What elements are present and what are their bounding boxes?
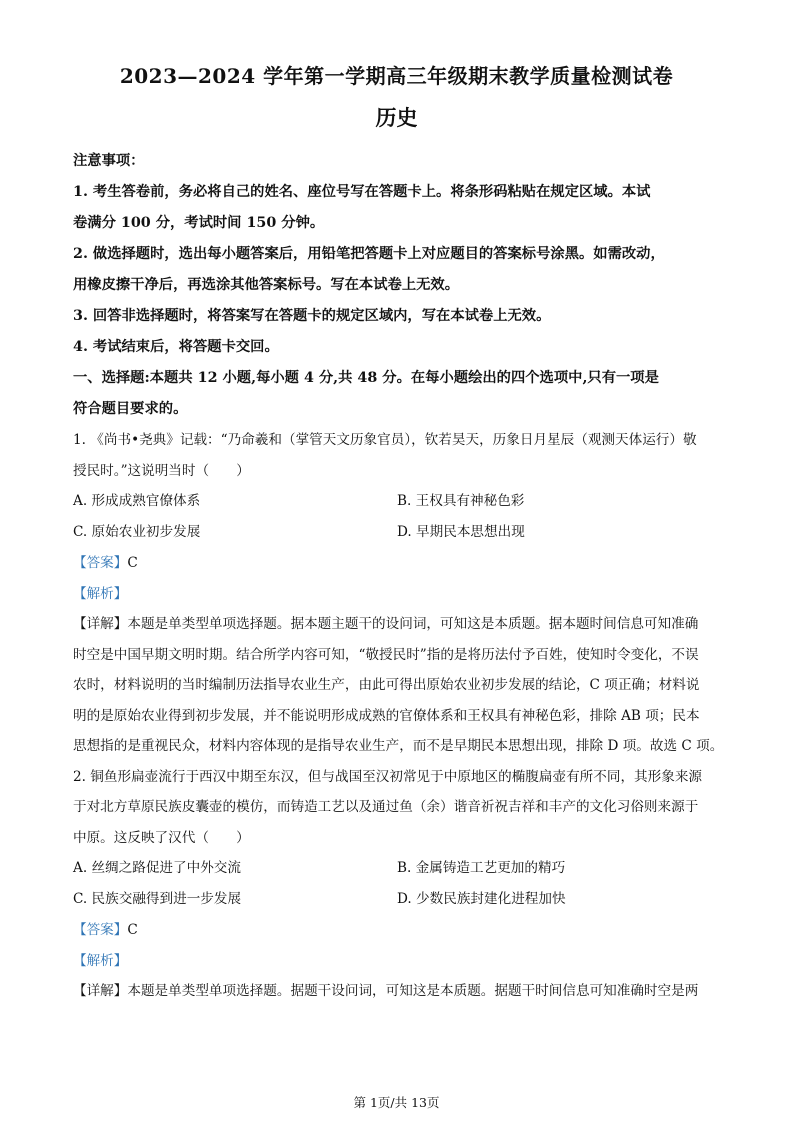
notice-line: 3. 回答非选择题时，将答案写在答题卡的规定区域内，写在本试卷上无效。	[73, 308, 551, 324]
question-1	[73, 425, 723, 762]
question-stem: 1. 《尚书•尧典》记载：“乃命羲和（掌管天文历象官员），钦若昊天，历象日月星辰（观测天体运行）敬	[73, 432, 697, 448]
answer-value: C	[127, 922, 138, 938]
detail-line: 思想指的是重视民众，材料内容体现的是指导农业生产，而不是早期民本思想出现，排除 D 项。故选 C 项。	[73, 738, 724, 754]
answer-label: 【答案】	[73, 555, 128, 571]
option-a: A. 形成成熟官僚体系	[73, 493, 201, 509]
options-row	[73, 853, 723, 884]
notice-heading: 注意事项：	[73, 153, 145, 169]
question-2	[73, 762, 723, 1007]
section-line: 一、选择题:本题共 12 小题,每小题 4 分,共 48 分。在每小题绘出的四个选项中,只有一项是	[73, 370, 659, 386]
option-b: B. 王权具有神秘色彩	[397, 493, 525, 509]
page-content	[73, 146, 723, 1007]
analysis-label: 【解析】	[73, 585, 128, 602]
section-heading	[73, 363, 723, 425]
option-d: D. 早期民本思想出现	[397, 524, 525, 540]
option-d: D. 少数民族封建化进程加快	[397, 891, 566, 907]
options-row	[73, 486, 723, 517]
detail-line: 时空是中国早期文明时期。结合所学内容可知，“敬授民时”指的是将历法付予百姓，使知时令变化，不误	[73, 646, 699, 663]
notice-line: 1. 考生答卷前，务必将自己的姓名、座位号写在答题卡上。将条形码粘贴在规定区域。本试	[73, 184, 651, 200]
notice-line: 用橡皮擦干净后，再选涂其他答案标号。写在本试卷上无效。	[73, 277, 460, 293]
answer-label: 【答案】	[73, 922, 128, 938]
page-number: 第 1页/共 13页	[353, 1095, 440, 1110]
notice-line: 4. 考试结束后，将答题卡交回。	[73, 339, 279, 355]
section-line: 符合题目要求的。	[73, 401, 188, 417]
exam-title: 2023—2024 学年第一学期高三年级期末教学质量检测试卷	[119, 64, 674, 88]
question-stem: 于对北方草原民族皮囊壶的模仿，而铸造工艺以及通过鱼（余）谐音祈祝吉祥和丰产的文化习俗则来源于	[73, 799, 699, 815]
analysis-label: 【解析】	[73, 952, 128, 969]
question-stem: 授民时。”这说明当时（ ）	[73, 462, 250, 479]
question-stem: 中原。这反映了汉代（ ）	[73, 829, 250, 846]
notice-section	[73, 146, 723, 363]
option-c: C. 原始农业初步发展	[73, 524, 201, 540]
option-c: C. 民族交融得到进一步发展	[73, 891, 242, 907]
option-a: A. 丝绸之路促进了中外交流	[73, 860, 241, 876]
detail-line: 农时，材料说明的当时编制历法指导农业生产，由此可得出原始农业初步发展的结论，C 项正确；材料说	[73, 677, 700, 693]
subject-title: 历史	[375, 105, 418, 130]
notice-line: 卷满分 100 分，考试时间 150 分钟。	[73, 215, 325, 231]
detail-line: 【详解】本题是单类型单项选择题。据本题主题干的设问词，可知这是本质题。据本题时间信息可知准确	[73, 616, 699, 632]
option-b: B. 金属铸造工艺更加的精巧	[397, 860, 566, 876]
answer-line	[73, 548, 723, 579]
answer-value: C	[127, 555, 138, 571]
options-row	[73, 517, 723, 548]
detail-line: 【详解】本题是单类型单项选择题。据题干设问词，可知这是本质题。据题干时间信息可知准确时空是两	[73, 983, 699, 999]
options-row	[73, 884, 723, 915]
answer-line	[73, 915, 723, 946]
notice-line: 2. 做选择题时，选出每小题答案后，用铅笔把答题卡上对应题目的答案标号涂黑。如需改动，	[73, 246, 665, 262]
question-stem: 2. 铜鱼形扁壶流行于西汉中期至东汉，但与战国至汉初常见于中原地区的椭腹扁壶有所不同，其形象来源	[73, 768, 703, 785]
detail-line: 明的是原始农业得到初步发展，并不能说明形成成熟的官僚体系和王权具有神秘色彩，排除 AB 项；民本	[73, 707, 700, 724]
